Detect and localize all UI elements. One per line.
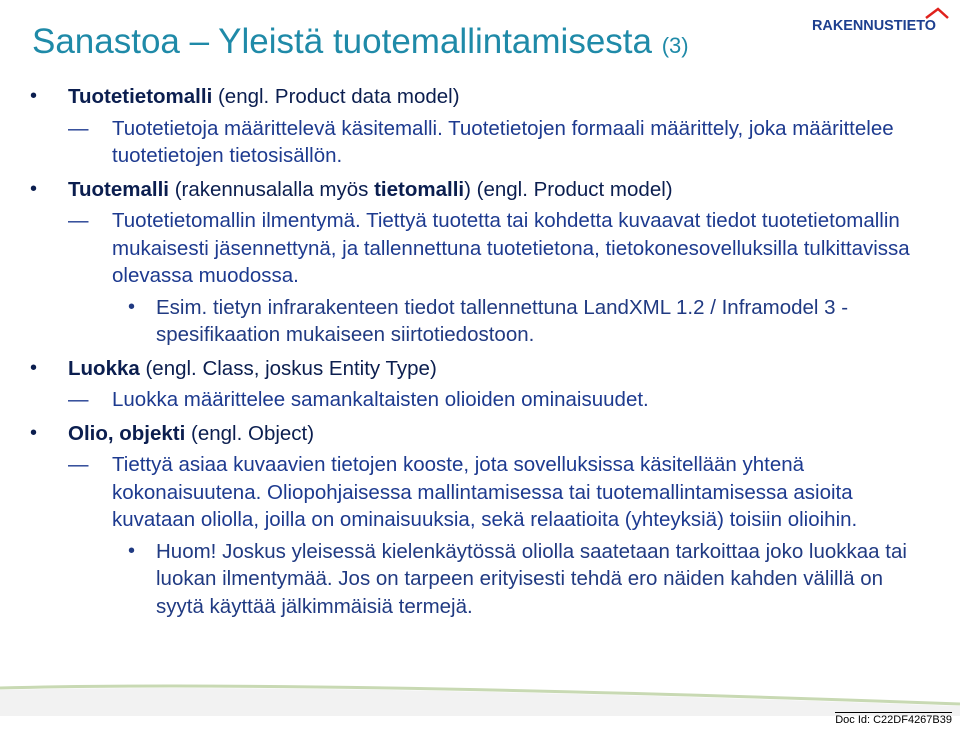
slide-title-text: Sanastoa – Yleistä tuotemallintamisesta [32,22,652,61]
body-text: (engl. Object) [185,421,315,445]
rakennustieto-logo [810,6,950,40]
slide-title [32,22,689,62]
body-text: Esim. tietyn infrarakenteen tiedot tallennettuna LandXML 1.2 / Inframodel 3 -spesifikaation mukaiseen siirtotiedostoon. [156,295,849,346]
body-text: Tuotetietoja määrittelevä käsitemalli. Tuotetietojen formaali määrittely, joka määrittelee tuotetietojen tietosisällön. [112,116,894,167]
list-item-level-1 [28,420,928,448]
body-text: (engl. Product data model) [212,85,460,108]
body-text: (engl. Class, joskus Entity Type) [139,356,437,380]
term-text: Tuotetietomalli [68,85,213,108]
bullet-point: • [128,539,136,562]
slide-number: (3) [661,33,689,58]
body-text: Huom! Joskus yleisessä kielenkäytössä oliolla saatetaan tarkoittaa joko luokkaa tai luokan ilmentymää. Jos on tarpeen erityisesti tehdä ero näiden kahden välillä on syytä käyttää jälkimmäisiä termejä. [156,539,907,618]
term-text: Tuotemalli [68,177,169,201]
list-item-level-2 [28,207,928,290]
slide-content [28,83,928,620]
list-item-level-3 [28,538,928,621]
body-text: Luokka määrittelee samankaltaisten olioiden ominaisuudet. [112,388,649,411]
logo-text: RAKENNUSTIETO [812,18,936,34]
footer-swoosh [0,676,960,716]
list-item-level-2 [28,451,928,534]
list-item-level-3 [28,294,928,349]
term-text: Luokka [68,356,140,380]
list-item-level-1 [28,176,928,204]
body-text: Tuotetietomallin ilmentymä. Tiettyä tuotetta tai kohdetta kuvaavat tiedot tuotetietomallin mukaisesti jäsennettynä, ja tallennettuna tuotetietona, tietokonesovelluksilla tulkittavissa olevassa muodossa. [112,209,910,287]
list-item-level-2 [28,386,928,414]
body-text: ) (engl. Product model) [464,177,673,201]
bullet-point: • [30,85,38,107]
list-item-level-1 [28,355,928,383]
list-item-level-2 [28,115,928,170]
bullet-point: • [30,177,38,200]
dash-bullet: — [68,388,89,411]
dash-bullet: — [68,453,89,476]
body-text: Tiettyä asiaa kuvaavien tietojen kooste, jota sovelluksissa käsitellään yhtenä kokonaisuutena. Oliopohjaisessa mallintamisessa tai tuotemallintamisessa asioita kuvataan oliolla, joilla on ominaisuuksia, sekä relaatioita (yhteyksiä) toisiin olioihin. [112,453,858,531]
term-text: Olio, objekti [68,421,186,445]
doc-id: Doc Id: C22DF4267B39 [835,714,952,726]
body-text: (rakennusalalla myös [169,177,375,201]
dash-bullet: — [68,116,89,140]
term-text: tietomalli [374,177,465,201]
roof-icon [926,9,948,18]
bullet-point: • [128,295,136,318]
bullet-point: • [30,421,38,444]
list-item-level-1 [28,83,928,111]
bullet-point: • [30,356,38,379]
dash-bullet: — [68,209,89,232]
